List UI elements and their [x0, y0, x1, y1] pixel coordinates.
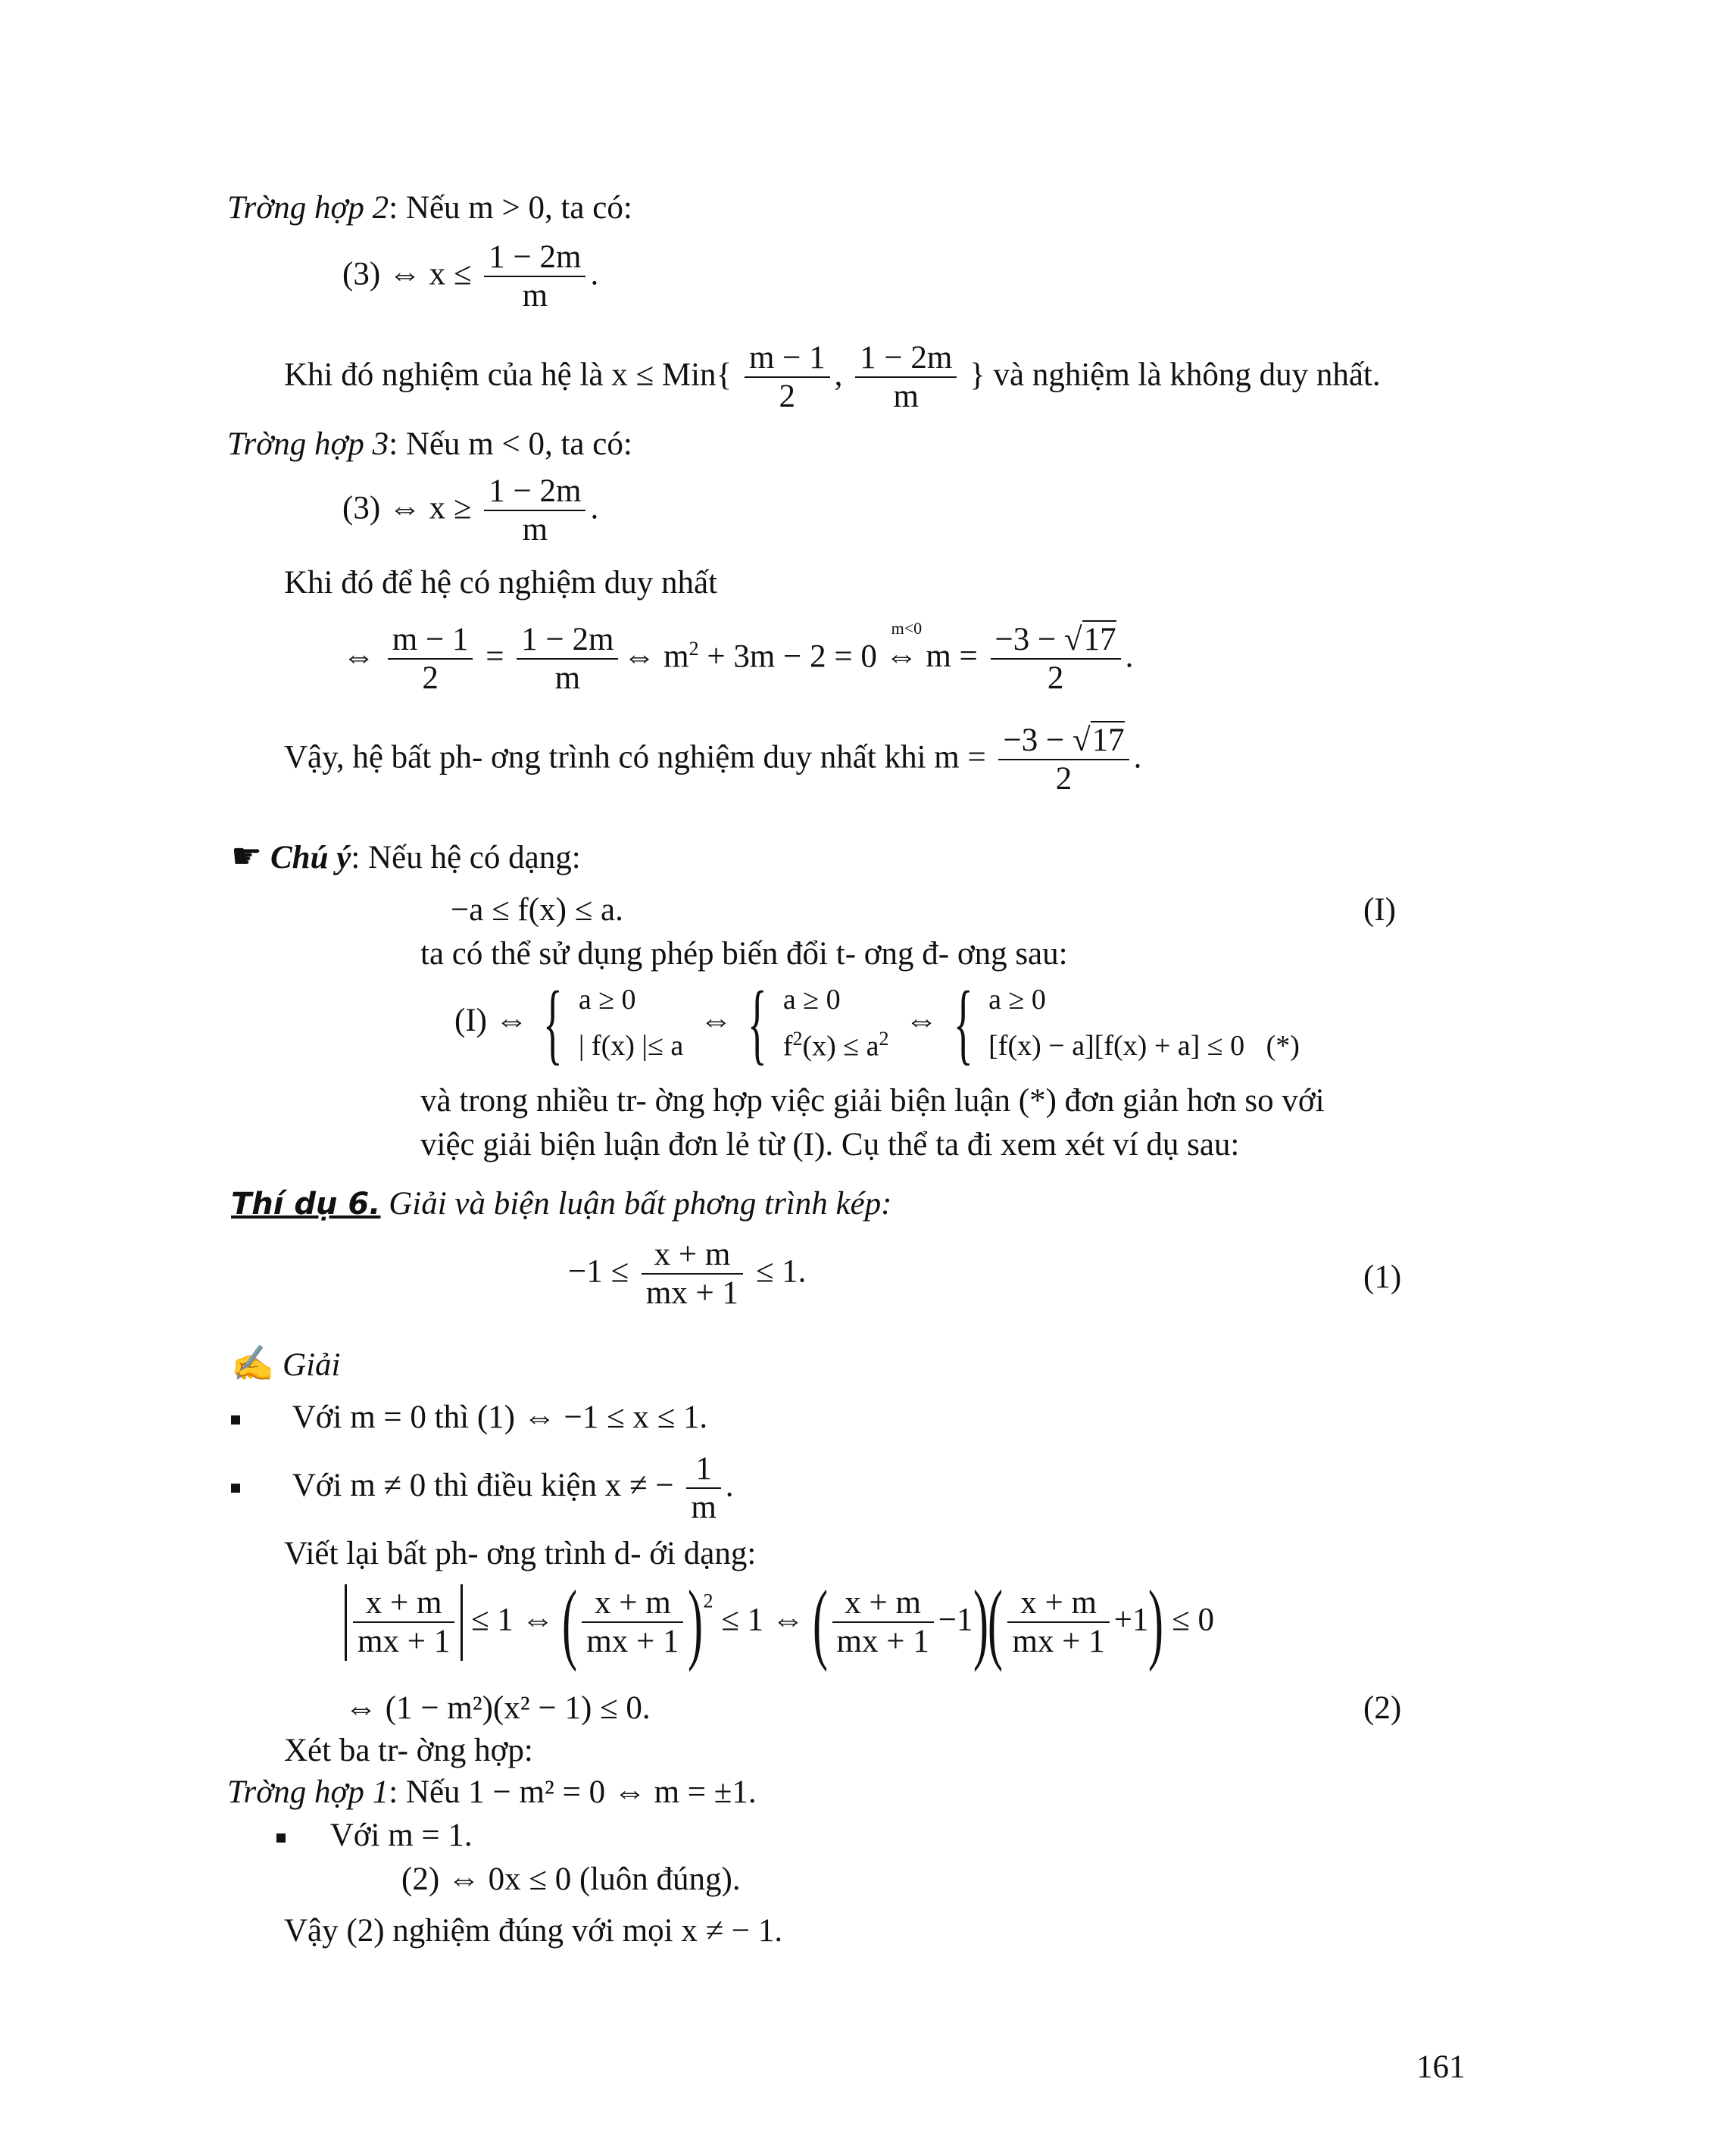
denominator: mx + 1 — [358, 1624, 451, 1660]
denominator: m — [554, 660, 581, 697]
example-inequality — [568, 1236, 806, 1312]
iff-m: ⇔ m — [623, 638, 689, 675]
case3-heading — [227, 428, 632, 460]
fraction — [517, 621, 618, 697]
tag-2: (2) — [1363, 1690, 1402, 1726]
sys-line: [f(x) − a][f(x) + a] ≤ 0 — [988, 1030, 1245, 1063]
paren: ( — [812, 1571, 828, 1673]
condition-label: m<0 — [891, 619, 923, 638]
comma: , — [834, 357, 843, 393]
case2-sol-post: } và nghiệm là không duy nhất. — [969, 357, 1381, 393]
period: . — [725, 1468, 734, 1504]
paren: ) — [973, 1571, 988, 1673]
absolute-value — [345, 1584, 463, 1661]
denominator: mx + 1 — [836, 1624, 929, 1660]
solution-heading — [231, 1344, 341, 1383]
period: . — [590, 490, 599, 526]
note-paragraph-2: việc giải biện luận đơn lẻ từ (I). Cụ thể ta đi xem xét ví dụ sau: — [420, 1127, 1240, 1162]
case2-sol-pre: Khi đó nghiệm của hệ là x ≤ Min{ — [284, 357, 732, 393]
denominator: m — [522, 278, 548, 314]
minus-one: −1 — [938, 1602, 973, 1638]
case3-equation — [342, 473, 598, 549]
left-brace: { — [748, 972, 768, 1074]
iff-symbol: ⇔ — [905, 1003, 938, 1038]
final-line: Vậy (2) nghiệm đúng với mọi x ≠ − 1. — [284, 1913, 783, 1949]
case3-label: Trờng hợp 3 — [227, 426, 389, 462]
case2-heading — [227, 192, 632, 224]
case1-text: : Nếu 1 − m² = 0 ⇔ m = ±1. — [389, 1774, 757, 1810]
sys-line: a ≥ 0 — [578, 984, 636, 1016]
fraction — [686, 1450, 720, 1527]
bullet-3-text: Với m = 1. — [329, 1818, 473, 1853]
fraction — [998, 722, 1129, 798]
iff-symbol: ⇔ — [342, 638, 375, 675]
quadratic-rest: + 3m − 2 = 0 — [698, 638, 877, 675]
system-transform — [454, 972, 1300, 1074]
denominator: mx + 1 — [645, 1275, 739, 1312]
denominator: 2 — [779, 379, 796, 415]
fraction — [353, 1584, 454, 1661]
bullet-3 — [276, 1819, 473, 1852]
case2-equation — [342, 239, 598, 315]
exponent: 2 — [703, 1590, 713, 1612]
bullet-2-text: Với m ≠ 0 thì điều kiện x ≠ − — [292, 1468, 674, 1504]
note-label: Chú ý — [270, 840, 351, 875]
denominator: m — [522, 512, 548, 548]
fraction — [582, 1584, 683, 1661]
example-label: Thí dụ 6. — [231, 1187, 381, 1222]
period: . — [1125, 638, 1134, 675]
iff-symbol: ⇔ — [699, 1003, 732, 1038]
case3-derivation — [342, 621, 1133, 697]
writing-hand-icon: ✍ — [231, 1344, 275, 1383]
sys-line: a ≥ 0 — [988, 984, 1046, 1016]
conditional-iff — [885, 619, 978, 675]
bullet-1-text: Với m = 0 thì (1) ⇔ −1 ≤ x ≤ 1. — [292, 1400, 708, 1435]
bullet-1 — [231, 1401, 707, 1434]
system-1 — [579, 977, 683, 1069]
denominator: m — [893, 379, 919, 415]
case2-text: : Nếu m > 0, ta có: — [389, 190, 632, 226]
le-1: ≤ 1 ⇔ — [470, 1602, 554, 1638]
denominator: 2 — [422, 660, 439, 697]
m-eq: m = — [934, 739, 986, 775]
sys-line: | f(x) |≤ a — [578, 1030, 684, 1063]
system-lhs: (I) ⇔ — [454, 1003, 528, 1038]
numerator: −3 − √17 — [991, 621, 1121, 660]
pointing-hand-icon: ☛ — [231, 837, 263, 875]
note-paragraph-1: và trong nhiều tr- ờng hợp việc giải biện luận (*) đơn giản hơn so với — [420, 1083, 1325, 1119]
numerator: 1 − 2m — [517, 621, 618, 660]
case3-eq-lhs: (3) ⇔ x ≥ — [342, 490, 472, 526]
rewrite-chain — [345, 1571, 1214, 1673]
case3-text: : Nếu m < 0, ta có: — [389, 426, 632, 462]
numerator: x + m — [582, 1584, 683, 1623]
paren: ( — [562, 1571, 578, 1673]
left-brace: { — [953, 972, 973, 1074]
numerator: 1 − 2m — [484, 473, 585, 511]
three-cases: Xét ba tr- ờng hợp: — [284, 1733, 533, 1768]
bullet-icon — [231, 1484, 240, 1493]
page-number: 161 — [1416, 2049, 1466, 2085]
note-inequality: −a ≤ f(x) ≤ a. — [451, 892, 623, 928]
numerator: m − 1 — [388, 621, 473, 660]
denominator: m — [691, 1490, 717, 1526]
case2-label: Tr — [227, 190, 257, 226]
numerator: 1 − 2m — [855, 339, 957, 378]
numerator: −3 − √17 — [998, 722, 1129, 760]
always-true: (2) ⇔ 0x ≤ 0 (luôn đúng). — [401, 1861, 741, 1897]
fraction — [991, 621, 1121, 697]
ex-lhs: −1 ≤ — [568, 1253, 629, 1290]
radicand: 17 — [1083, 622, 1116, 657]
conclusion-text: Vậy, hệ bất ph- ơng trình có nghiệm duy nhất khi — [284, 739, 926, 775]
iff-m-eq: ⇔ m = — [885, 638, 978, 675]
equation-2: ⇔ (1 − m²)(x² − 1) ≤ 0. — [345, 1690, 651, 1726]
case1-heading — [227, 1776, 757, 1808]
note-heading — [231, 839, 581, 874]
sys-line: a ≥ 0 — [782, 984, 841, 1016]
case2-label-rest: ờng hợp 2 — [256, 190, 389, 226]
equals: = — [486, 638, 504, 675]
fraction — [855, 339, 957, 416]
conclusion — [284, 722, 1141, 798]
sys-line: (x) ≤ a — [802, 1030, 879, 1063]
fraction — [832, 1584, 934, 1661]
paren: ) — [688, 1571, 704, 1673]
case2-eq-lhs: (3) ⇔ x ≤ — [342, 256, 472, 292]
note-text: : Nếu hệ có dạng: — [351, 840, 581, 875]
fraction — [484, 473, 585, 549]
paren: ( — [988, 1571, 1004, 1673]
paren: ) — [1148, 1571, 1164, 1673]
bullet-icon — [231, 1415, 240, 1425]
system-3 — [988, 977, 1300, 1069]
tag-1: (1) — [1363, 1259, 1402, 1295]
solution-label: Giải — [283, 1347, 341, 1383]
example-text: Giải và biện luận bất phơng trình kép: — [389, 1186, 892, 1222]
numerator: 1 — [686, 1450, 720, 1489]
numerator: x + m — [1007, 1584, 1109, 1623]
denominator: 2 — [1055, 761, 1073, 797]
fraction — [1007, 1584, 1109, 1661]
num-part: −3 − — [1003, 722, 1065, 758]
fraction — [745, 339, 830, 416]
star-tag: (*) — [1266, 1030, 1300, 1063]
case2-solution — [284, 339, 1381, 416]
numerator: x + m — [832, 1584, 934, 1623]
le-1b: ≤ 1 ⇔ — [721, 1602, 804, 1638]
le-0: ≤ 0 — [1172, 1602, 1214, 1638]
case1-label: Trờng hợp 1 — [227, 1774, 389, 1810]
denominator: mx + 1 — [1012, 1624, 1105, 1660]
system-2: a ≥ 0 $f^2(x) \le a^2$ — [782, 984, 889, 1063]
num-part: −3 − — [994, 622, 1057, 657]
exponent: 2 — [688, 637, 699, 660]
plus-one: +1 — [1113, 1602, 1149, 1638]
fraction — [484, 239, 585, 315]
denominator: 2 — [1047, 660, 1064, 697]
left-brace: { — [543, 972, 564, 1074]
denominator: mx + 1 — [586, 1624, 679, 1660]
numerator: x + m — [642, 1236, 743, 1275]
ex-rhs: ≤ 1. — [755, 1253, 807, 1290]
numerator: 1 − 2m — [484, 239, 585, 277]
note-tag: (I) — [1363, 892, 1396, 928]
example-heading — [231, 1187, 892, 1220]
fraction — [388, 621, 473, 697]
radicand: 17 — [1091, 722, 1125, 758]
rewrite: Viết lại bất ph- ơng trình d- ới dạng: — [284, 1536, 757, 1571]
bullet-icon — [276, 1833, 286, 1843]
fraction — [642, 1236, 743, 1312]
numerator: m − 1 — [745, 339, 830, 378]
case3-unique: Khi đó để hệ có nghiệm duy nhất — [284, 565, 718, 601]
numerator: x + m — [353, 1584, 454, 1623]
bullet-2 — [231, 1450, 734, 1527]
period: . — [1133, 739, 1142, 775]
note-use: ta có thể sử dụng phép biến đổi t- ơng đ- ơng sau: — [420, 936, 1068, 972]
period: . — [590, 256, 599, 292]
